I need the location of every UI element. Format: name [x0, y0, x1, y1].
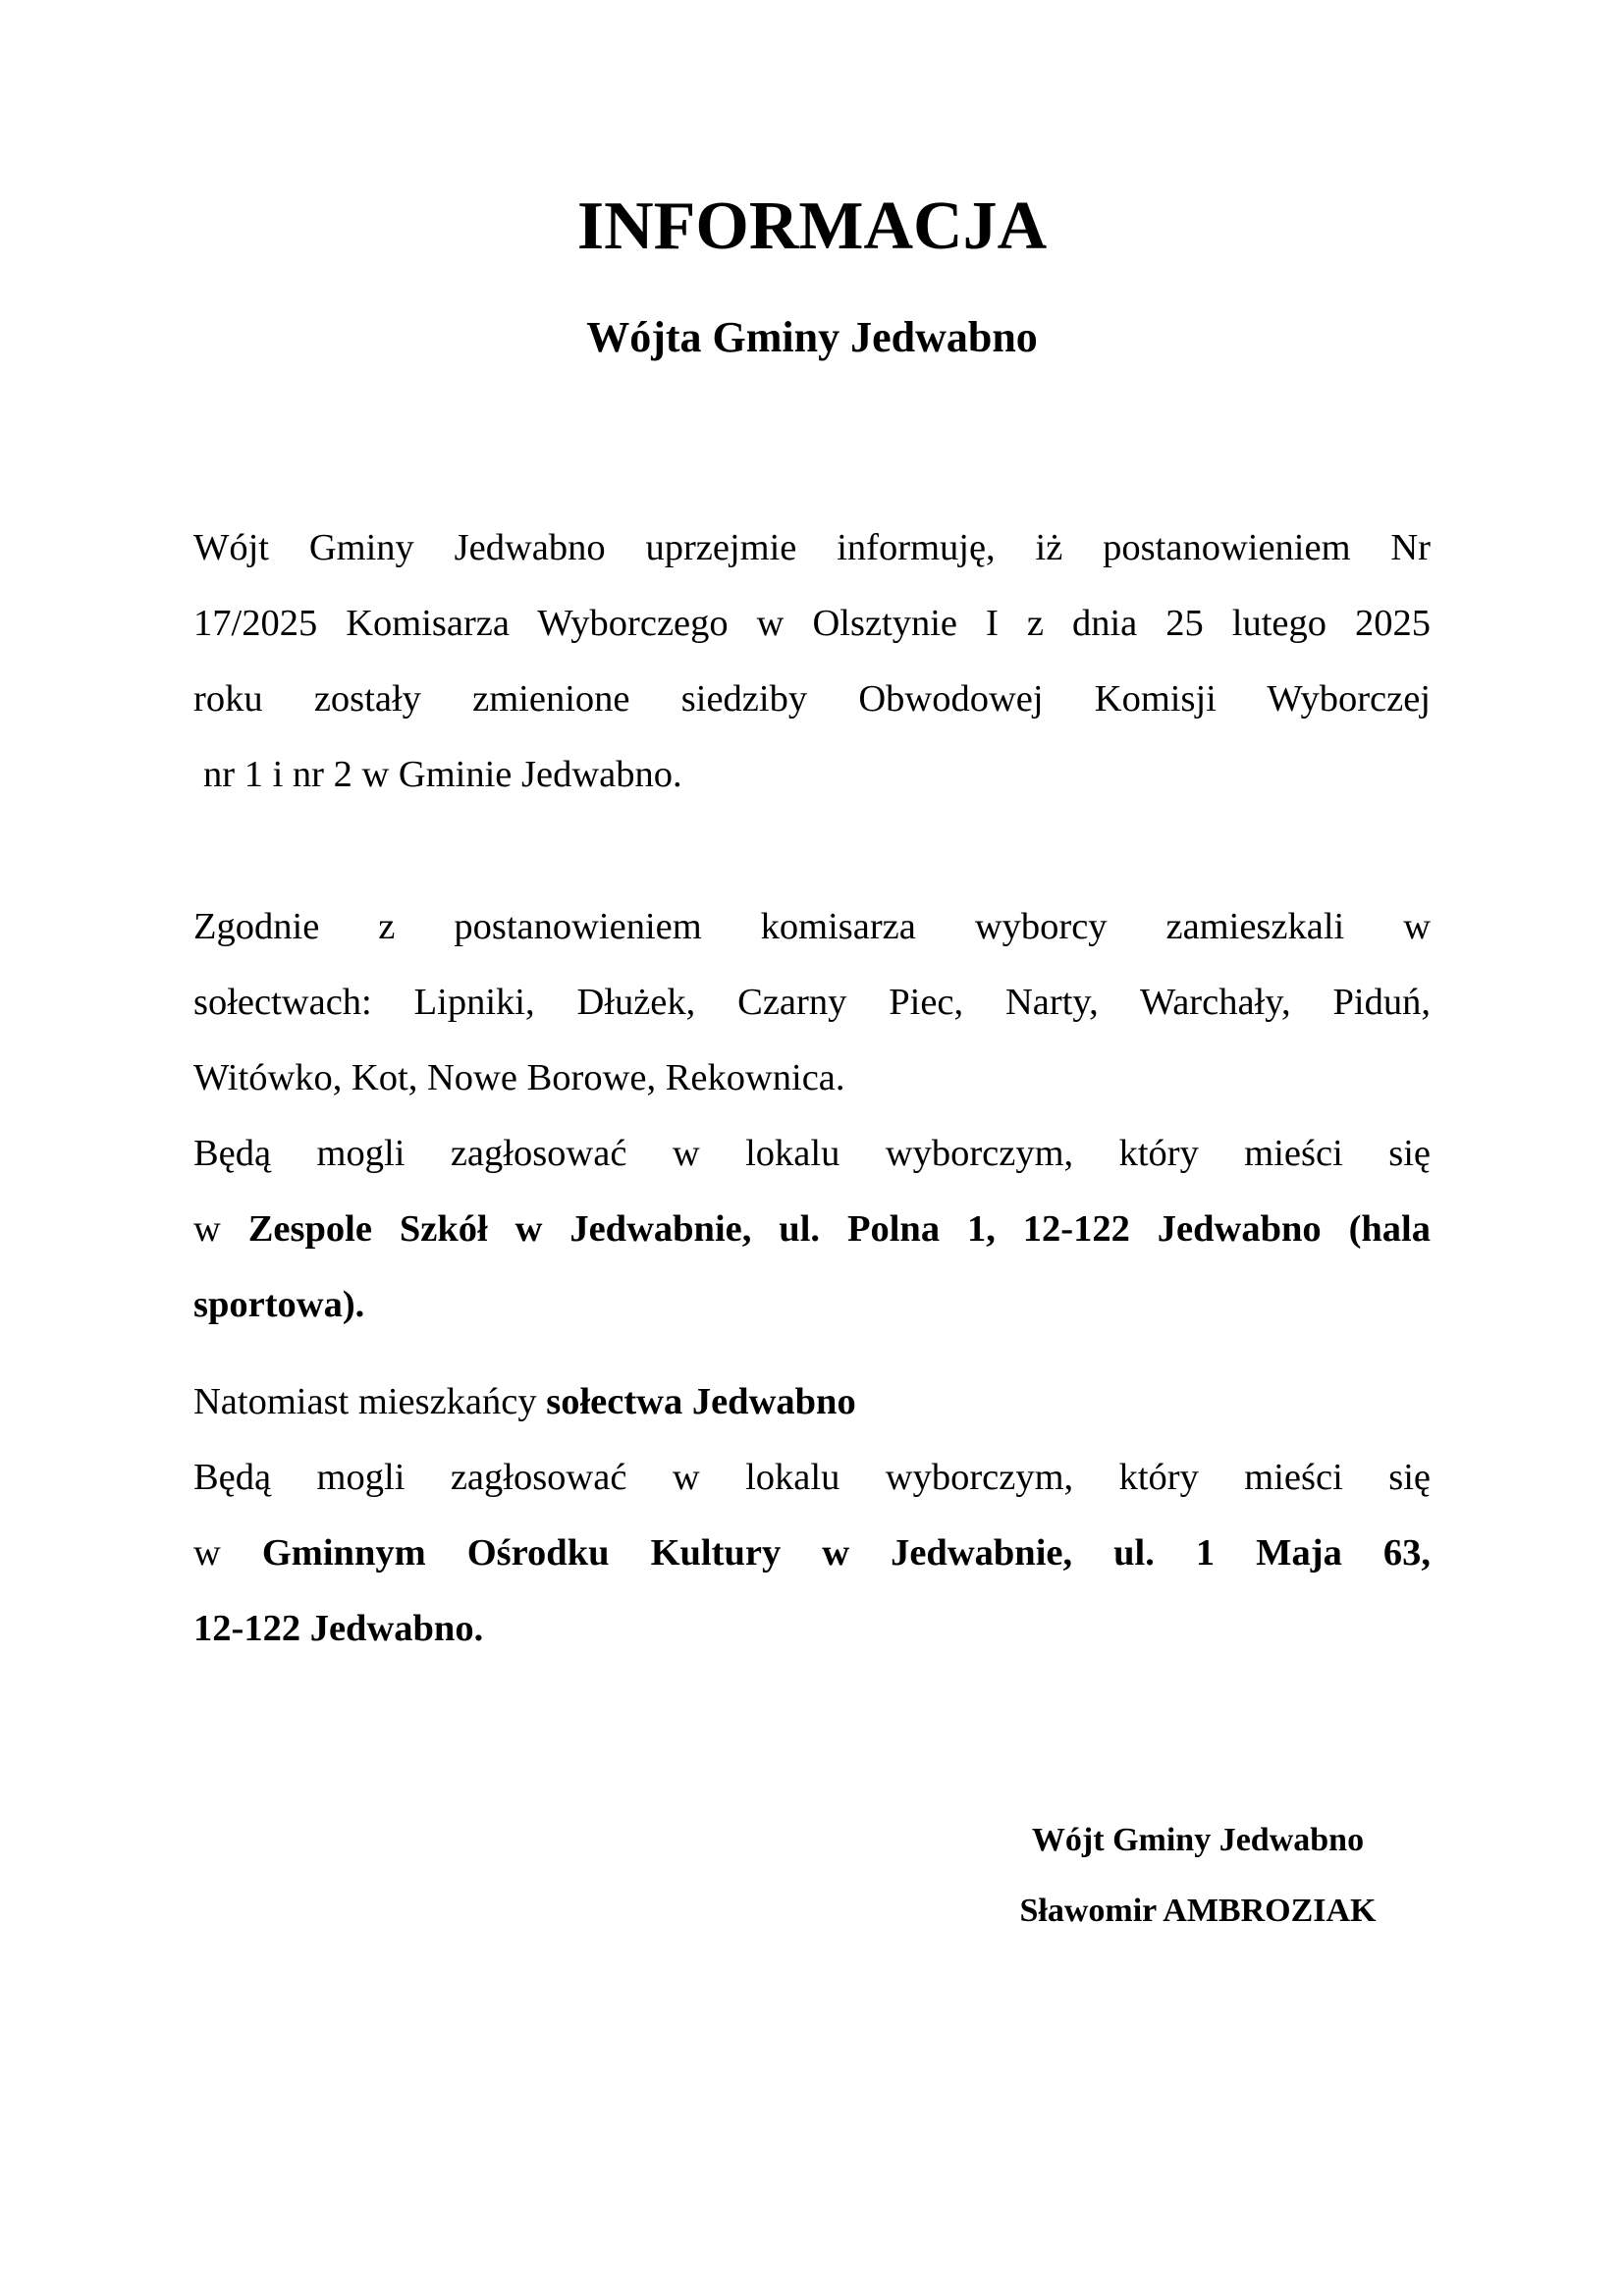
signature-name: Sławomir AMBROZIAK [1019, 1893, 1377, 1929]
paragraph-jedwabno-residents [193, 1364, 1431, 1440]
text-line [193, 1192, 1431, 1267]
text-line: Będą mogli zagłosować w lokalu wyborczym, który mieści się [193, 1457, 1431, 1498]
text-line: 12-122 Jedwabno. [193, 1608, 484, 1649]
paragraph-village-list [193, 889, 1431, 1116]
text-line: Będą mogli zagłosować w lokalu wyborczym, który mieści się [193, 1133, 1431, 1174]
text-line: Zgodnie z postanowieniem komisarza wyborcy zamieszkali w [193, 906, 1431, 947]
text-line [193, 1516, 1431, 1591]
paragraph-polling-station-1 [193, 1116, 1431, 1343]
text-line: 17/2025 Komisarza Wyborczego w Olsztynie I z dnia 25 lutego 2025 [193, 603, 1431, 644]
text-line: roku zostały zmienione siedziby Obwodowej Komisji Wyborczej [193, 678, 1431, 720]
polling-station-address: Zespole Szkół w Jedwabnie, ul. Polna 1, 12-122 Jedwabno (hala [247, 1208, 1431, 1250]
signature-role: Wójt Gminy Jedwabno [1031, 1822, 1365, 1858]
text-prefix: w [193, 1208, 248, 1250]
text-line: Witówko, Kot, Nowe Borowe, Rekownica. [193, 1057, 845, 1098]
paragraph-polling-station-2 [193, 1440, 1431, 1667]
text-line: nr 1 i nr 2 w Gminie Jedwabno. [203, 754, 682, 795]
document-subtitle: Wójta Gminy Jedwabno [586, 313, 1038, 361]
text-line [193, 1364, 1431, 1440]
text-prefix: Natomiast mieszkańcy [193, 1381, 547, 1422]
village-name: sołectwa Jedwabno [546, 1381, 856, 1422]
text-line: sołectwach: Lipniki, Dłużek, Czarny Piec, Narty, Warchały, Piduń, [193, 982, 1431, 1023]
document-title: INFORMACJA [576, 188, 1048, 264]
polling-station-address: Gminnym Ośrodku Kultury w Jedwabnie, ul. 1 Maja 63, [261, 1532, 1431, 1574]
text-prefix: w [193, 1532, 262, 1574]
text-line: Wójt Gminy Jedwabno uprzejmie informuję, iż postanowieniem Nr [193, 527, 1431, 568]
paragraph-decision-info [193, 510, 1431, 813]
text-line: sportowa). [193, 1284, 365, 1325]
